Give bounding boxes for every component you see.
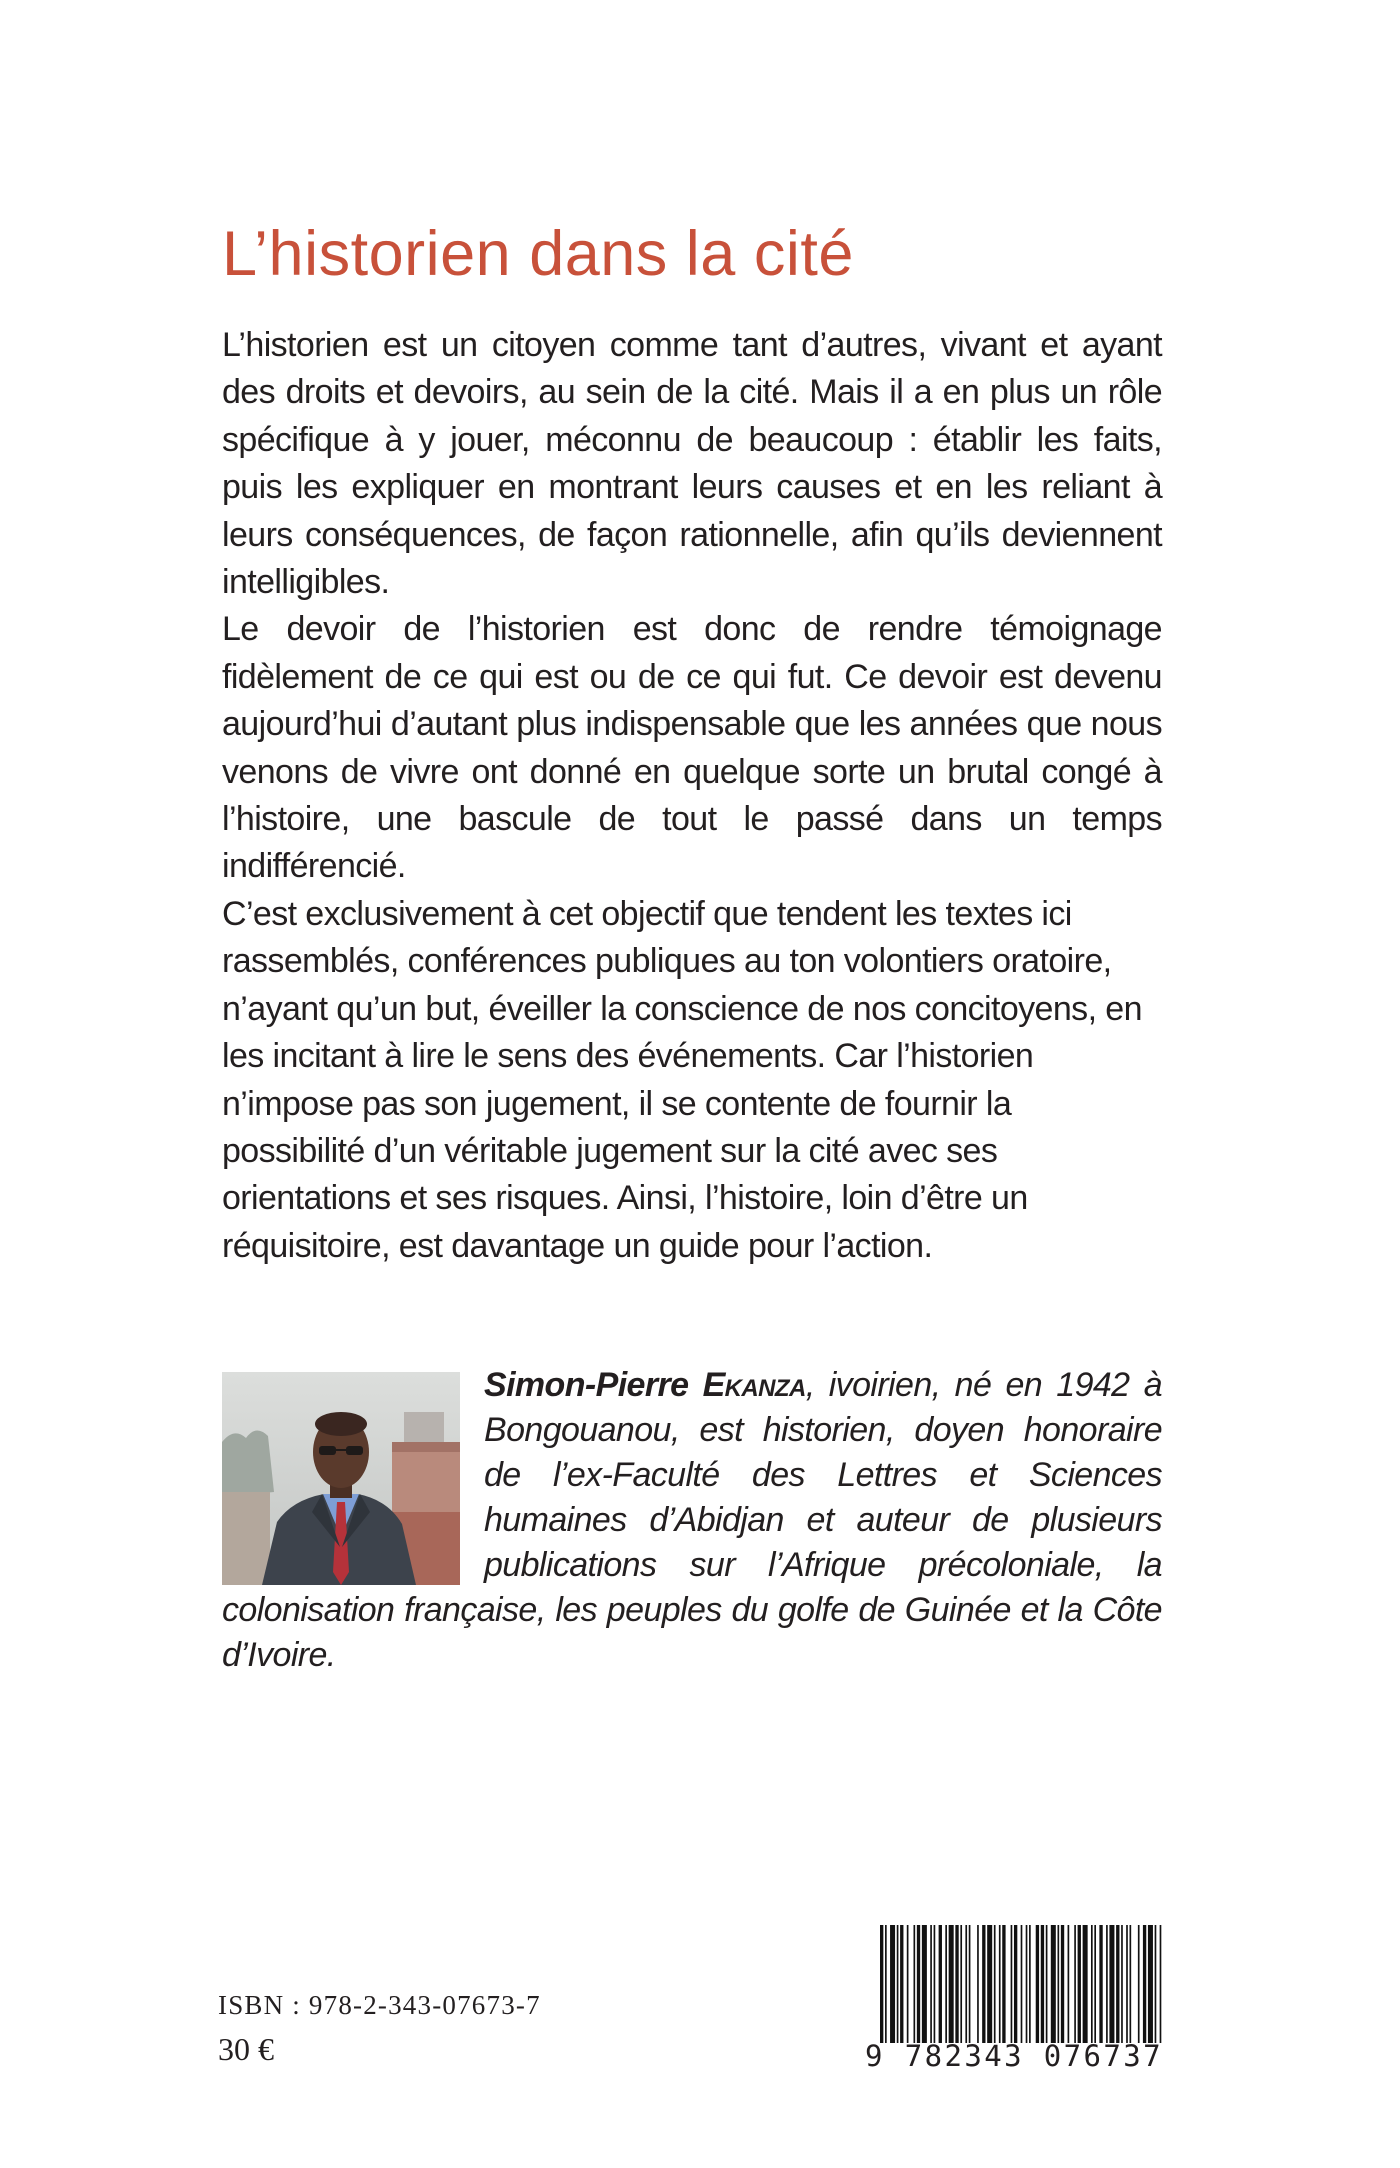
barcode-bar <box>922 1925 927 2043</box>
price-label: 30 € <box>218 2031 274 2067</box>
blurb-paragraph: Le devoir de l’historien est donc de rendre témoignage fidèlement de ce qui est ou de ce qui fut. Ce devoir est devenu aujourd’hui d’autant plus indispensable que les années que nous venons de vivre ont donné en quelque sorte un brutal congé à l’histoire, une bascule de tout le passé dans un temps indifférencié. <box>222 610 1162 886</box>
barcode-bar <box>999 1925 1001 2043</box>
barcode-bar <box>1130 1925 1132 2043</box>
barcode-bar <box>949 1925 954 2043</box>
barcode-bar <box>1155 1925 1157 2043</box>
barcode-bar <box>960 1925 962 2043</box>
barcode-bar <box>880 1925 883 2043</box>
barcode-bar <box>969 1925 971 2043</box>
barcode-bar <box>945 1925 947 2043</box>
barcode-bar <box>900 1925 903 2043</box>
barcode-bar <box>1002 1925 1005 2043</box>
barcode-bar <box>1061 1925 1064 2043</box>
barcode-bar <box>1046 1925 1048 2043</box>
barcode-bar <box>987 1925 992 2043</box>
barcode-bar <box>1091 1925 1093 2043</box>
barcode-digits: 9 782343 076737 <box>865 2039 1163 2073</box>
barcode-bar <box>1051 1925 1056 2043</box>
barcode-bar <box>917 1925 920 2043</box>
barcode-bar <box>1138 1925 1140 2043</box>
barcode-bar <box>1026 1925 1028 2043</box>
barcode-bar <box>1068 1925 1070 2043</box>
author-bio-text: , ivoirien, né en 1942 à Bongouanou, est historien, doyen honoraire de l’ex-Faculté des Lettres et Sciences humaines d’Abidjan et auteur de plusieurs publications sur l’Afrique précoloniale, la colonisation française, les peuples du golfe de Guinée et la Côte d’Ivoire. <box>222 1366 1162 1674</box>
barcode-bar <box>1099 1925 1102 2043</box>
barcode-bar <box>913 1925 915 2043</box>
barcode-bar <box>907 1925 909 2043</box>
barcode-bar <box>1011 1925 1013 2043</box>
author-name <box>484 1366 806 1404</box>
blurb-paragraph: L’historien est un citoyen comme tant d’autres, vivant et ayant des droits et devoirs, au sein de la cité. Mais il a en plus un rôle spécifique à y jouer, méconnu de beaucoup : établir les faits, puis les expliquer en montrant leurs causes et en les reliant à leurs conséquences, de façon rationnelle, afin qu’ils deviennent intelligibles. <box>222 326 1162 602</box>
barcode-bar <box>1078 1925 1081 2043</box>
blurb-paragraph: C’est exclusivement à cet objectif que tendent les textes ici rassemblés, conférences publiques au ton volontiers oratoire, n’ayant qu’un but, éveiller la conscience de nos concitoyens, en les incitant à lire le sens des événements. Car l’historien n’impose pas son jugement, il se contente de fournir la possibilité d’un véritable jugement sur la cité avec ses orientations et ses risques. Ainsi, l’histoire, loin d’être un réquisitoire, est davantage un guide pour l’action. <box>222 894 1142 1265</box>
barcode-bar <box>885 1925 887 2043</box>
author-last-name: Ekanza <box>702 1366 806 1404</box>
barcode-bar <box>1126 1925 1128 2043</box>
barcode-bar <box>930 1925 932 2043</box>
photo-wrap-spacer <box>222 1363 484 1588</box>
barcode-bar <box>934 1925 936 2043</box>
barcode-bar <box>897 1925 899 2043</box>
barcode-bar <box>965 1925 967 2043</box>
barcode-bar <box>994 1925 996 2043</box>
barcode-bar <box>1041 1925 1044 2043</box>
barcode-bar <box>977 1925 979 2043</box>
barcode-bar <box>955 1925 958 2043</box>
author-bio <box>222 1363 1162 1678</box>
barcode-bar <box>1029 1925 1031 2043</box>
barcode-bar <box>1121 1925 1123 2043</box>
barcode-bar <box>1148 1925 1153 2043</box>
barcode-bar <box>1021 1925 1023 2043</box>
back-cover-blurb <box>222 322 1162 1270</box>
barcode-bar <box>890 1925 895 2043</box>
barcode-bar <box>1074 1925 1076 2043</box>
isbn-label: ISBN : 978-2-343-07673-7 <box>218 1990 541 2020</box>
barcode-bar <box>1083 1925 1088 2043</box>
barcode-bar <box>939 1925 942 2043</box>
barcode-bar <box>1058 1925 1060 2043</box>
barcode-bar <box>1116 1925 1119 2043</box>
barcode-bar <box>1106 1925 1108 2043</box>
barcode-bar <box>1094 1925 1096 2043</box>
barcode-bar <box>1143 1925 1146 2043</box>
barcode-bar <box>1014 1925 1017 2043</box>
barcode-bar <box>1160 1925 1162 2043</box>
book-title: L’historien dans la cité <box>222 219 854 289</box>
barcode-bar <box>1109 1925 1114 2043</box>
barcode-bar <box>1036 1925 1039 2043</box>
barcode-bar <box>982 1925 985 2043</box>
author-first-name: Simon-Pierre <box>484 1366 689 1404</box>
